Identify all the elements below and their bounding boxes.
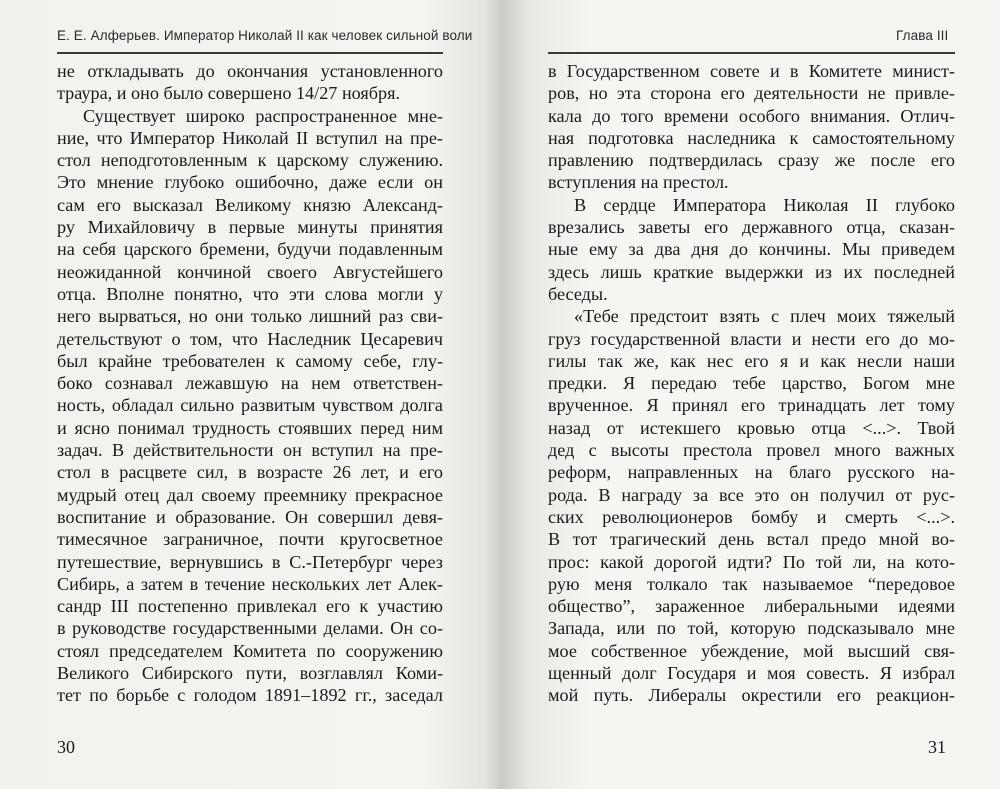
text-line: стоял председателем Комитета по сооружению	[57, 640, 443, 661]
right-page-text	[548, 60, 955, 707]
running-head-right: Глава III	[896, 28, 949, 43]
page-number-left: 30	[57, 737, 75, 757]
text-line: него вырваться, но они только лишний раз сви-	[57, 306, 443, 327]
text-line: задач. В действительности он вступил на пре-	[57, 440, 443, 461]
text-line: в руководстве государственными делами. Он со-	[57, 618, 443, 639]
running-head-left: Е. Е. Алферьев. Император Николай II как человек сильной воли	[57, 28, 473, 43]
text-line: детельствуют о том, что Наследник Цесаревич	[57, 328, 443, 349]
text-line: в Государственном совете и в Комитете минист-	[548, 61, 955, 81]
text-line: ру Михайловичу в первые минуты принятия	[57, 217, 443, 238]
text-line: ность, обладал сильно развитым чувством долга	[57, 395, 443, 416]
page-number-right: 31	[928, 737, 946, 757]
text-line: гилы так же, как нес его я и как несли наши	[548, 350, 955, 371]
header-rule-left	[57, 52, 443, 54]
text-line: Великого Сибирского пути, возглавлял Коми-	[57, 663, 443, 684]
text-line: ная подготовка наследника к самостоятельному	[548, 127, 955, 148]
text-line: Это мнение глубоко ошибочно, даже если он	[57, 172, 443, 193]
text-line: реформ, направленных на благо русского на-	[548, 462, 955, 483]
text-line: неожиданной кончиной своего Августейшего	[57, 261, 443, 282]
text-line: был крайне требователен к самому себе, глу-	[57, 350, 443, 371]
text-line: Запада, или по той, которую подсказывало мне	[548, 618, 955, 639]
text-line: мой путь. Либералы окрестили его реакцион-	[548, 685, 955, 706]
text-line: рода. В награду за все это он получил от рус-	[548, 484, 955, 505]
text-line: мудрый отец дал своему преемнику прекрасное	[57, 484, 443, 505]
text-line: не откладывать до окончания установленного	[57, 61, 443, 81]
text-line: Сибирь, а затем в течение нескольких лет Алек-	[57, 573, 443, 594]
text-line: Существует широко распространенное мне-	[83, 105, 443, 126]
text-line: стол неподготовленным к царскому служению.	[57, 150, 443, 171]
right-page	[500, 0, 1000, 789]
text-line: беседы.	[548, 283, 608, 304]
text-line: общество”, зараженное либеральными идеями	[548, 596, 955, 617]
text-line: прос: какой дорогой идти? По той ли, на кото-	[548, 551, 955, 572]
text-line: врученное. Я принял его тринадцать лет тому	[548, 395, 955, 416]
text-line: В сердце Императора Николая II глубоко	[574, 194, 955, 215]
text-line: дед с высоты престола провел много важных	[548, 440, 955, 461]
text-line: груз государственной власти и нести его до мо-	[548, 328, 955, 349]
text-line: сандр III постепенно привлекал его к участию	[57, 596, 443, 617]
text-line: ные ему за два дня до кончины. Мы приведем	[548, 239, 955, 260]
text-line: траура, и оно было совершено 14/27 ноября.	[57, 83, 401, 104]
text-line: путешествие, вернувшись в С.-Петербург через	[57, 551, 443, 572]
text-line: мое собственное убеждение, мой высший свя-	[548, 640, 955, 661]
text-line: предки. Я передаю тебе царство, Богом мне	[548, 373, 955, 394]
text-line: ских революционеров бомбу и смерть <...>.	[548, 506, 955, 527]
text-line: на себя царского бремени, будучи подавленным	[57, 239, 443, 260]
text-line: правлению подтвердилась сразу же после его	[548, 150, 955, 171]
text-line: воспитание и образование. Он совершил девя-	[57, 506, 443, 527]
left-page-text	[57, 60, 443, 707]
text-line: вступления на престол.	[548, 172, 729, 193]
text-line: боко сознавал лежавшую на нем ответствен-	[57, 373, 443, 394]
text-line: сам его высказал Великому князю Александ-	[57, 194, 443, 215]
text-line: В тот трагический день встал предо мной во-	[548, 529, 955, 550]
text-line: отца. Вполне понятно, что эти слова могли у	[57, 283, 443, 304]
text-line: ние, что Император Николай II вступил на пре-	[57, 127, 443, 148]
text-line: кала до того времени особого внимания. Отлич-	[548, 105, 955, 126]
text-line: здесь лишь краткие выдержки из их последней	[548, 261, 955, 282]
text-line: щенный долг Государя и моя совесть. Я избрал	[548, 663, 955, 684]
text-line: назад от истекшего кровью отца <...>. Твой	[548, 417, 955, 438]
text-line: рую меня толкало так называемое “передовое	[548, 573, 955, 594]
text-line: тет по борьбе с голодом 1891–1892 гг., заседал	[57, 685, 443, 706]
header-rule-right	[548, 52, 955, 54]
text-line: и ясно понимал трудность стоявших перед ним	[57, 417, 443, 438]
text-line: стол в расцвете сил, в возрасте 26 лет, и его	[57, 462, 443, 483]
text-line: ров, но эта сторона его деятельности не привле-	[548, 83, 955, 104]
text-line: тимесячное заграничное, почти кругосветное	[57, 529, 443, 550]
text-line: врезались заветы его державного отца, сказан-	[548, 217, 955, 238]
text-line: «Тебе предстоит взять с плеч моих тяжелый	[574, 306, 955, 327]
